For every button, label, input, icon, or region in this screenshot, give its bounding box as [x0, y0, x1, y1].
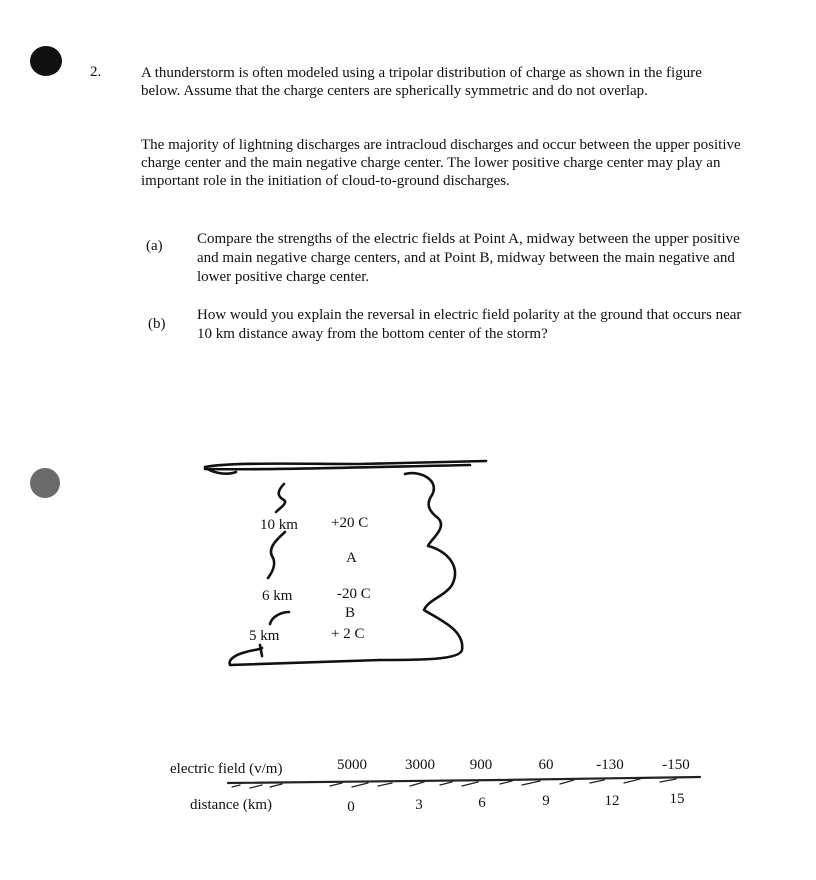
field-value: 900 — [469, 757, 493, 773]
part-b-label: (b) — [148, 316, 166, 332]
distance-row-label: distance (km) — [190, 797, 273, 813]
height-label-5km: 5 km — [249, 628, 280, 644]
height-label-10km: 10 km — [260, 517, 298, 533]
field-value: -130 — [596, 757, 624, 773]
charge-main-negative: -20 C — [337, 586, 371, 602]
distance-values-row — [0, 793, 816, 813]
part-b-text: How would you explain the reversal in electric field polarity at the ground that occurs near 10 km distance away from the bottom center of the storm? — [197, 307, 742, 342]
question-intro: A thunderstorm is often modeled using a tripolar distribution of charge as shown in the figure below. Assume that the charge centers are spherically symmetric and do not overlap. — [141, 65, 702, 99]
field-value: 60 — [538, 757, 554, 773]
question-paragraph: The majority of lightning discharges are intracloud discharges and occur between the upper positive charge center and the main negative charge center. The lower positive charge center may play an important role in the initiation of cloud-to-ground discharges. — [141, 137, 741, 189]
question-number: 2. — [90, 64, 102, 80]
point-b-label: B — [345, 605, 356, 621]
part-a-text: Compare the strengths of the electric fields at Point A, midway between the upper positive and main negative charge centers, and at Point B, midway between the main negative and lower positive charge center. — [197, 231, 740, 285]
charge-lower-positive: + 2 C — [331, 626, 365, 642]
part-a-label: (a) — [146, 238, 163, 254]
field-row-label: electric field (v/m) — [170, 761, 283, 777]
field-value: 3000 — [405, 757, 435, 773]
point-a-label: A — [346, 550, 357, 566]
distance-value: 12 — [604, 793, 620, 809]
height-label-6km: 6 km — [262, 588, 293, 604]
distance-value: 3 — [415, 797, 423, 813]
distance-value: 9 — [542, 793, 550, 809]
field-value: 5000 — [337, 757, 367, 773]
distance-value: 0 — [347, 799, 355, 815]
field-value: -150 — [662, 757, 690, 773]
charge-upper-positive: +20 C — [331, 515, 369, 531]
distance-value: 6 — [478, 795, 486, 811]
distance-value: 15 — [669, 791, 685, 807]
